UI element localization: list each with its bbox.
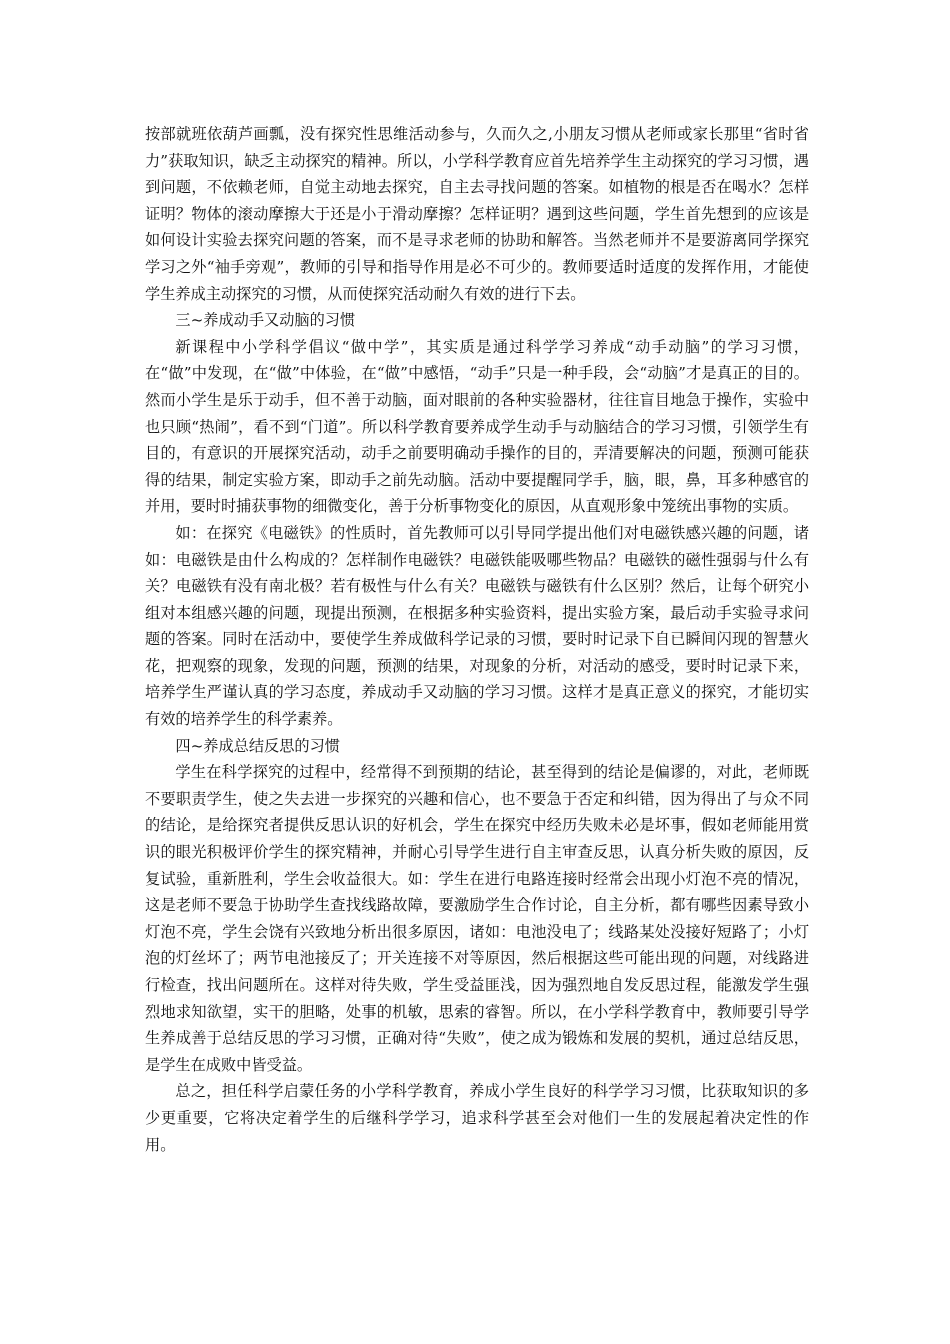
paragraph-reflection: 学生在科学探究的过程中，经常得不到预期的结论，甚至得到的结论是偏谬的，对此，老师既不要职责学生，使之失去进一步探究的兴趣和信心，也不要急于否定和纠错，因为得出了与众不同的结论，是给探究者提供反思认识的好机会，学生在探究中经历失败未必是坏事，假如老师能用赏识的眼光积极评价学生的探究精神，并耐心引导学生进行自主审查反思，认真分析失败的原因，反复试验，重新胜利，学生会收益很大。如：学生在进行电路连接时经常会出现小灯泡不亮的情况，这是老师不要急于协助学生查找线路故障，要激励学生合作讨论，自主分析，都有哪些因素导致小灯泡不亮，学生会饶有兴致地分析出很多原因，诸如：电池没电了；线路某处没接好短路了；小灯泡的灯丝坏了；两节电池接反了；开关连接不对等原因，然后根据这些可能出现的问题，对线路进行检查，找出问题所在。这样对待失败，学生受益匪浅，因为强烈地自发反思过程，能激发学生强烈地求知欲望，实干的胆略，处事的机敏，思索的睿智。所以，在小学科学教育中，教师要引导学生养成善于总结反思的学习习惯，正确对待“失败”，使之成为锻炼和发展的契机，通过总结反思，是学生在成败中皆受益。 xyxy=(145,763,809,1074)
paragraph-conclusion: 总之，担任科学启蒙任务的小学科学教育，养成小学生良好的科学学习习惯，比获取知识的多少更重要，它将决定着学生的后继科学学习，追求科学甚至会对他们一生的发展起着决定性的作用。 xyxy=(145,1082,809,1154)
paragraph-hands-on: 新课程中小学科学倡议“做中学”，其实质是通过科学学习养成“动手动脑”的学习习惯，在“做”中发现，在“做”中体验，在“做”中感悟，“动手”只是一种手段，会“动脑”才是真正的目的。然而小学生是乐于动手，但不善于动脑，面对眼前的各种实验器材，往往盲目地急于操作，实验中也只顾“热闹”，看不到“门道”。所以科学教育要养成学生动手与动脑结合的学习习惯，引领学生有目的，有意识的开展探究活动，动手之前要明确动手操作的目的，弄清要解决的问题，预测可能获得的结果，制定实验方案，即动手之前先动脑。活动中要提醒同学手，脑，眼，鼻，耳多种感官的并用，要时时捕获事物的细微变化，善于分析事物变化的原因，从直观形象中笼统出事物的实质。 xyxy=(145,337,809,516)
section-heading-3: 三~养成动手又动脑的习惯 xyxy=(175,311,356,330)
paragraph-electromagnet-example: 如：在探究《电磁铁》的性质时，首先教师可以引导同学提出他们对电磁铁感兴趣的问题，诸如：电磁铁是由什么构成的？怎样制作电磁铁？电磁铁能吸哪些物品？电磁铁的磁性强弱与什么有关？电磁铁有没有南北极？若有极性与什么有关？电磁铁与磁铁有什么区别？然后，让每个研究小组对本组感兴趣的问题，现提出预测，在根据多种实验资料，提出实验方案，最后动手实验寻求问题的答案。同时在活动中，要使学生养成做科学记录的习惯，要时时记录下自已瞬间闪现的智慧火花，把观察的现象，发现的问题，预测的结果，对现象的分析，对活动的感受，要时时记录下来，培养学生严谨认真的学习态度，养成动手又动脑的学习习惯。这样才是真正意义的探究，才能切实有效的培养学生的科学素养。 xyxy=(145,523,809,729)
document-body xyxy=(145,121,809,1158)
section-heading-4: 四~养成总结反思的习惯 xyxy=(175,736,340,755)
paragraph-intro: 按部就班依葫芦画瓢，没有探究性思维活动参与，久而久之,小朋友习惯从老师或家长那里“省时省力”获取知识，缺乏主动探究的精神。所以，小学科学教育应首先培养学生主动探究的学习习惯，遇到问题，不依赖老师，自觉主动地去探究，自主去寻找问题的答案。如植物的根是否在喝水？怎样证明？物体的滚动摩擦大于还是小于滑动摩擦？怎样证明？遇到这些问题，学生首先想到的应该是如何设计实验去探究问题的答案，而不是寻求老师的协助和解答。当然老师并不是要游离同学探究学习之外“袖手旁观”，教师的引导和指导作用是必不可少的。教师要适时适度的发挥作用，才能使学生养成主动探究的习惯，从而使探究活动耐久有效的进行下去。 xyxy=(145,125,809,303)
